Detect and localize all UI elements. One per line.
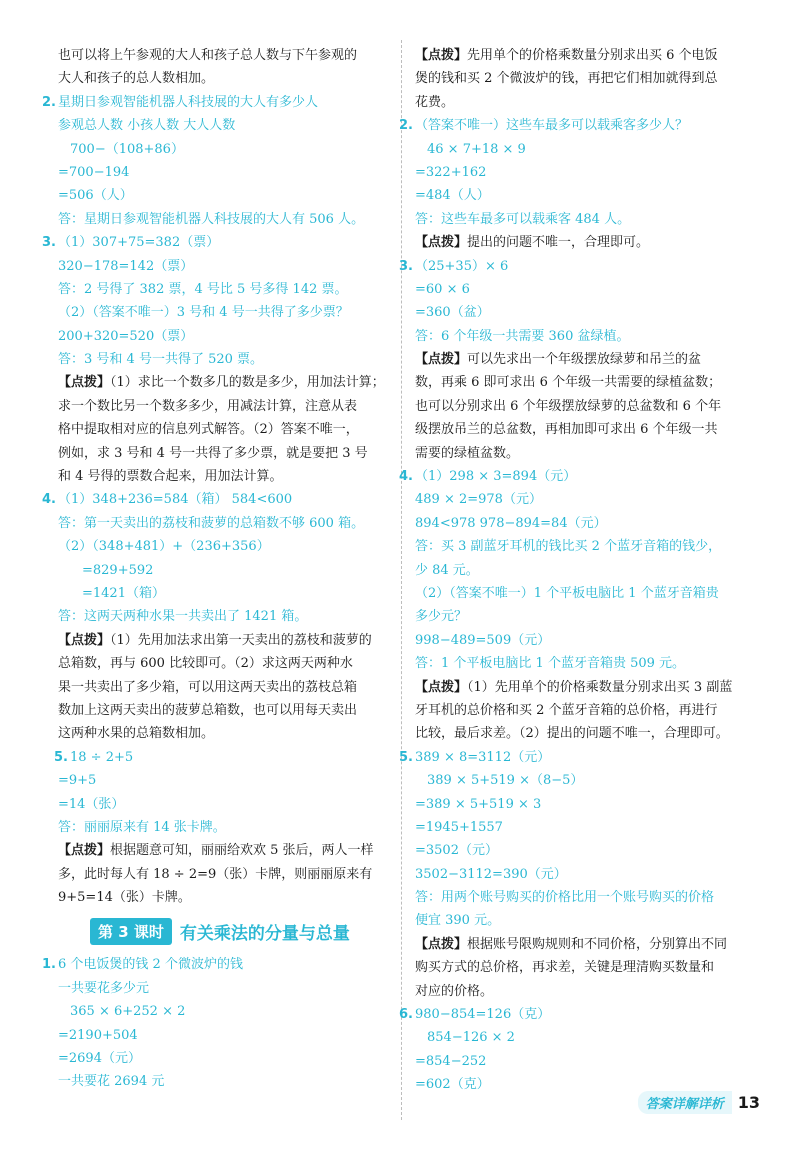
text-line: [415, 816, 755, 839]
line-text: 多，此时每人有 18 ÷ 2=9（张）卡牌，则丽丽原来有: [58, 866, 373, 882]
question-number: 4.: [42, 492, 56, 508]
line-text: 一共要花 2694 元: [58, 1074, 165, 1090]
line-text: 根据题意可知，丽丽给欢欢 5 张后，两人一样: [110, 843, 374, 859]
line-text: 数，再乘 6 即可求出 6 个年级一共需要的绿植盆数；: [415, 375, 722, 391]
text-line: [415, 559, 755, 582]
line-text: （1）求比一个数多几的数是多少，用加法计算；: [110, 375, 385, 391]
question-number: 6.: [399, 1007, 413, 1023]
line-text: =2694（元）: [58, 1051, 141, 1067]
line-text: 对应的价格。: [415, 983, 494, 999]
text-line: [415, 301, 755, 324]
text-line: [58, 67, 398, 90]
text-line: [58, 769, 398, 792]
text-line: [415, 44, 755, 67]
line-text: 700−（108+86）: [70, 141, 184, 157]
line-text: =9+5: [58, 773, 97, 789]
text-line: [58, 465, 398, 488]
text-line: [415, 652, 755, 675]
line-text: 答：星期日参观智能机器人科技展的大人有 506 人。: [58, 211, 365, 227]
line-text: 也可以分别求出 6 个年级摆放绿萝的总盆数和 6 个年: [415, 398, 722, 414]
text-line: [415, 67, 755, 90]
line-text: （25+35）× 6: [415, 258, 509, 274]
text-line: [58, 184, 398, 207]
line-text: 9+5=14（张）卡牌。: [58, 890, 191, 906]
question-number: 3.: [42, 235, 56, 251]
text-line: [58, 255, 398, 278]
line-text: =322+162: [415, 164, 487, 180]
line-text: 答：2 号得了 382 票，4 号比 5 号多得 142 票。: [58, 281, 348, 297]
line-text: （1）先用加法求出第一天卖出的荔枝和菠萝的: [110, 632, 372, 648]
lesson-title: 有关乘法的分量与总量: [179, 923, 350, 944]
line-text: 389 × 8=3112（元）: [415, 749, 551, 765]
text-line: [58, 699, 398, 722]
text-line: [415, 161, 755, 184]
text-line: [415, 863, 755, 886]
line-text: 便宜 390 元。: [415, 913, 501, 929]
text-line: [58, 161, 398, 184]
question-number: 2.: [42, 94, 56, 110]
text-line: [415, 1026, 755, 1049]
text-line: [58, 512, 398, 535]
hint-tag: 【点拨】: [58, 632, 111, 648]
line-text: 格中提取相对应的信息列式解答。（2）答案不唯一，: [58, 422, 359, 438]
text-line: [58, 44, 398, 67]
line-text: =3502（元）: [415, 843, 498, 859]
line-text: 894<978 978−894=84（元）: [415, 515, 607, 531]
text-line: [58, 629, 398, 652]
text-line: [58, 395, 398, 418]
hint-tag: 【点拨】: [415, 48, 468, 63]
line-text: 这两种水果的总箱数相加。: [58, 726, 215, 742]
text-line: [415, 418, 755, 441]
line-text: 煲的钱和买 2 个微波炉的钱，再把它们相加就得到总: [415, 71, 718, 87]
line-text: 3502−3112=390（元）: [415, 866, 567, 882]
line-text: =2190+504: [58, 1027, 138, 1043]
text-line: [58, 208, 398, 231]
line-text: 答：买 3 副蓝牙耳机的钱比买 2 个蓝牙音箱的钱少，: [415, 539, 722, 555]
text-line: [58, 816, 398, 839]
line-text: 购买方式的总价格，再求差，关键是理清购买数量和: [415, 960, 715, 976]
text-line: [58, 1047, 398, 1070]
line-text: 根据账号限购规则和不同价格，分别算出不同: [467, 936, 728, 952]
text-line: [415, 512, 755, 535]
line-text: 果一共卖出了多少箱，可以用这两天卖出的荔枝总箱: [58, 679, 358, 695]
text-line: [58, 839, 398, 862]
text-line: [415, 91, 755, 114]
line-text: =360（盆）: [415, 305, 490, 321]
line-text: =506（人）: [58, 188, 133, 204]
text-line: [415, 839, 755, 862]
line-text: 答：6 个年级一共需要 360 盆绿植。: [415, 328, 630, 344]
line-text: 854−126 × 2: [427, 1030, 515, 1046]
line-text: 需要的绿植盆数。: [415, 445, 520, 461]
text-line: [58, 722, 398, 745]
text-line: [415, 699, 755, 722]
text-line: [42, 91, 398, 114]
text-line: [415, 793, 755, 816]
text-line: [415, 371, 755, 394]
text-line: [58, 535, 398, 558]
text-line: [415, 676, 755, 699]
text-line: [415, 980, 755, 1003]
text-line: [415, 325, 755, 348]
line-text: 也可以将上午参观的大人和孩子总人数与下午参观的: [58, 48, 358, 63]
text-line: [42, 953, 398, 976]
text-line: [415, 605, 755, 628]
line-text: 先用单个的价格乘数量分别求出买 6 个电饭: [467, 48, 718, 63]
text-line: [42, 488, 398, 511]
hint-tag: 【点拨】: [58, 375, 111, 391]
question-number: 5.: [399, 749, 413, 765]
line-text: 答：这些车最多可以载乘客 484 人。: [415, 211, 631, 227]
line-text: =829+592: [82, 562, 154, 578]
line-text: 例如，求 3 号和 4 号一共得了多少票，就是要把 3 号: [58, 445, 368, 461]
line-text: （答案不唯一）这些车最多可以载乘客多少人？: [415, 118, 689, 134]
line-text: 少 84 元。: [415, 562, 479, 578]
text-line: [415, 629, 755, 652]
line-text: 46 × 7+18 × 9: [427, 141, 526, 157]
line-text: 多少元？: [415, 609, 468, 625]
question-number: 5.: [54, 749, 68, 765]
line-text: 星期日参观智能机器人科技展的大人有多少人: [58, 94, 319, 110]
line-text: （1）先用单个的价格乘数量分别求出买 3 副蓝: [467, 679, 733, 695]
line-text: 答：丽丽原来有 14 张卡牌。: [58, 819, 226, 835]
line-text: 大人和孩子的总人数相加。: [58, 71, 215, 87]
line-text: （2）（答案不唯一）1 个平板电脑比 1 个蓝牙音箱贵: [415, 585, 719, 601]
line-text: 求一个数比另一个数多多少，用减法计算，注意从表: [58, 398, 358, 414]
hint-tag: 【点拨】: [415, 352, 468, 368]
text-line: [415, 886, 755, 909]
line-text: =389 × 5+519 × 3: [415, 796, 542, 812]
text-line: [415, 395, 755, 418]
text-line: [415, 208, 755, 231]
hint-tag: 【点拨】: [415, 679, 468, 695]
line-text: 489 × 2=978（元）: [415, 492, 542, 508]
text-line: [58, 301, 398, 324]
text-line: [415, 769, 755, 792]
text-line: [399, 114, 755, 137]
text-line: [415, 348, 755, 371]
text-line: [415, 1050, 755, 1073]
line-text: （1）348+236=584（箱） 584<600: [58, 492, 293, 508]
text-line: [58, 1070, 398, 1093]
line-text: （2）（答案不唯一）3 号和 4 号一共得了多少票？: [58, 305, 349, 321]
text-line: [399, 465, 755, 488]
text-line: [58, 863, 398, 886]
text-line: [415, 138, 755, 161]
text-line: [415, 909, 755, 932]
line-text: =854−252: [415, 1053, 487, 1069]
line-text: 答：3 号和 4 号一共得了 520 票。: [58, 352, 264, 368]
line-text: （2）（348+481）+（236+356）: [58, 539, 270, 555]
question-number: 1.: [42, 957, 56, 973]
line-text: 和 4 号得的票数合起来，用加法计算。: [58, 469, 283, 485]
line-text: 可以先求出一个年级摆放绿萝和吊兰的盆: [467, 352, 702, 368]
line-text: 数加上这两天卖出的菠萝总箱数，也可以用每天卖出: [58, 702, 358, 718]
line-text: =700−194: [58, 164, 130, 180]
text-line: [415, 933, 755, 956]
text-line: [415, 722, 755, 745]
text-line: [415, 442, 755, 465]
text-line: [399, 746, 755, 769]
text-line: [58, 886, 398, 909]
line-text: 998−489=509（元）: [415, 632, 551, 648]
line-text: =60 × 6: [415, 281, 470, 297]
text-line: [58, 442, 398, 465]
line-text: 答：第一天卖出的荔枝和菠萝的总箱数不够 600 箱。: [58, 515, 365, 531]
text-line: [58, 793, 398, 816]
line-text: 980−854=126（克）: [415, 1007, 551, 1023]
text-line: [58, 582, 398, 605]
line-text: （1）298 × 3=894（元）: [415, 469, 577, 485]
text-line: [58, 138, 398, 161]
line-text: =14（张）: [58, 796, 125, 812]
footer-label: 答案详解详析: [638, 1091, 732, 1114]
text-line: [58, 348, 398, 371]
left-column: [42, 44, 398, 1094]
line-text: 一共要花多少元: [58, 980, 150, 996]
lesson-badge: 第 3 课时: [90, 918, 172, 945]
text-line: [58, 605, 398, 628]
text-line: [415, 488, 755, 511]
hint-tag: 【点拨】: [415, 936, 468, 952]
question-number: 2.: [399, 118, 413, 134]
text-line: [54, 746, 398, 769]
text-line: [58, 114, 398, 137]
text-line: [415, 956, 755, 979]
right-column: [399, 44, 755, 1097]
line-text: 200+320=520（票）: [58, 328, 194, 344]
line-text: 牙耳机的总价格和买 2 个蓝牙音箱的总价格，再进行: [415, 702, 718, 718]
line-text: 389 × 5+519 ×（8−5）: [427, 773, 584, 789]
text-line: [58, 676, 398, 699]
question-number: 3.: [399, 258, 413, 274]
line-text: 6 个电饭煲的钱 2 个微波炉的钱: [58, 957, 243, 973]
text-line: [58, 652, 398, 675]
column-divider: [401, 40, 402, 1120]
text-line: [58, 418, 398, 441]
line-text: （1）307+75=382（票）: [58, 235, 220, 251]
question-number: 4.: [399, 469, 413, 485]
text-line: [415, 582, 755, 605]
text-line: [415, 231, 755, 254]
line-text: 花费。: [415, 94, 455, 110]
line-text: =1945+1557: [415, 819, 503, 835]
line-text: 提出的问题不唯一，合理即可。: [467, 235, 650, 251]
text-line: [58, 977, 398, 1000]
line-text: =602（克）: [415, 1077, 490, 1093]
line-text: 365 × 6+252 × 2: [70, 1004, 186, 1020]
text-line: [42, 231, 398, 254]
line-text: 18 ÷ 2+5: [70, 749, 134, 765]
text-line: [58, 278, 398, 301]
text-line: [399, 255, 755, 278]
line-text: =1421（箱）: [82, 585, 165, 601]
page-number: 13: [737, 1093, 760, 1112]
line-text: 答：这两天两种水果一共卖出了 1421 箱。: [58, 609, 308, 625]
text-line: [58, 1000, 398, 1023]
line-text: =484（人）: [415, 188, 490, 204]
text-line: [58, 325, 398, 348]
text-line: [415, 535, 755, 558]
line-text: 总箱数，再与 600 比较即可。（2）求这两天两种水: [58, 656, 353, 672]
hint-tag: 【点拨】: [415, 235, 468, 251]
text-line: [415, 184, 755, 207]
text-line: [58, 371, 398, 394]
text-line: [58, 559, 398, 582]
line-text: 级摆放吊兰的总盆数，再相加即可求出 6 个年级一共: [415, 422, 718, 438]
line-text: 参观总人数 小孩人数 大人人数: [58, 118, 236, 134]
text-line: [58, 1024, 398, 1047]
line-text: 答：1 个平板电脑比 1 个蓝牙音箱贵 509 元。: [415, 656, 686, 672]
lesson-heading: [90, 915, 398, 947]
line-text: 320−178=142（票）: [58, 258, 194, 274]
hint-tag: 【点拨】: [58, 843, 111, 859]
page-footer: [638, 1091, 760, 1114]
text-line: [399, 1003, 755, 1026]
text-line: [415, 278, 755, 301]
line-text: 答：用两个账号购买的价格比用一个账号购买的价格: [415, 890, 715, 906]
line-text: 比较，最后求差。（2）提出的问题不唯一，合理即可。: [415, 726, 729, 742]
